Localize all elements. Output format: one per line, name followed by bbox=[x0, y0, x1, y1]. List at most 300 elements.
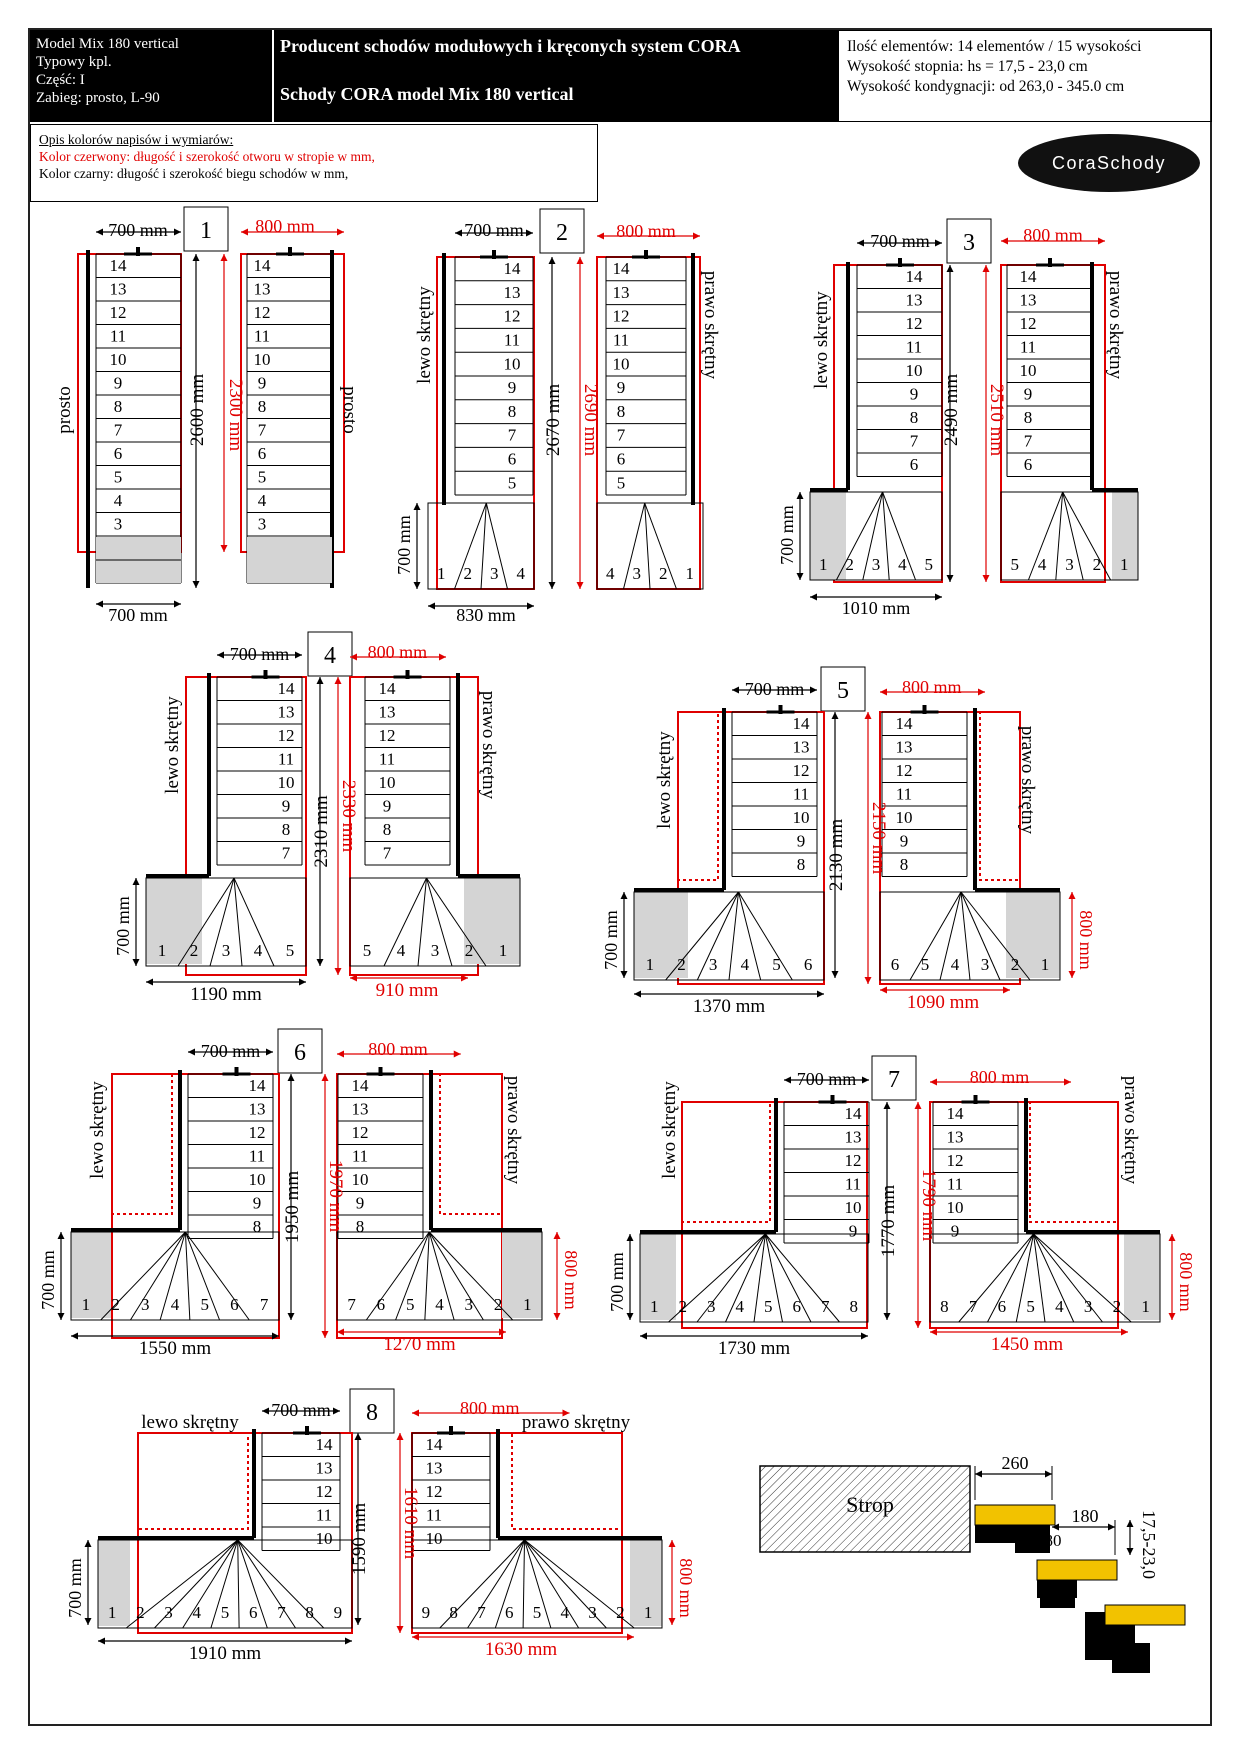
direction-label: prawo skrętny bbox=[503, 1075, 524, 1185]
arrow-head bbox=[930, 1329, 937, 1336]
step-number: 12 bbox=[248, 1122, 266, 1142]
step-number: 9 bbox=[333, 1603, 343, 1622]
dim-width-label: 800 mm bbox=[459, 1398, 520, 1418]
step-number: 7 bbox=[113, 420, 123, 440]
step-number: 14 bbox=[378, 678, 396, 698]
step-number: 6 bbox=[792, 1297, 801, 1316]
step-number: 4 bbox=[170, 1295, 180, 1314]
arrow-head bbox=[861, 1333, 868, 1340]
winder-line bbox=[883, 492, 890, 580]
step-number: 12 bbox=[503, 306, 521, 326]
step-number: 6 bbox=[504, 1603, 514, 1622]
step-number: 11 bbox=[315, 1505, 333, 1525]
step-number: 4 bbox=[192, 1603, 202, 1622]
step-number: 1 bbox=[81, 1295, 91, 1314]
arrow-head bbox=[693, 233, 700, 240]
tread-support bbox=[975, 1525, 1015, 1543]
opening-dotted bbox=[682, 1102, 770, 1222]
winder-line bbox=[238, 1540, 239, 1628]
arrow-head bbox=[337, 229, 344, 236]
variant-number: 4 bbox=[324, 643, 336, 669]
header-model-line: Zabieg: prosto, L-90 bbox=[36, 90, 160, 106]
dim-length-label: 1610 mm bbox=[400, 1486, 421, 1560]
arrow-head bbox=[355, 1433, 362, 1440]
step-number: 1 bbox=[523, 1295, 532, 1314]
step-number: 5 bbox=[532, 1603, 542, 1622]
step-number: 6 bbox=[997, 1297, 1007, 1316]
landing-fill bbox=[71, 1232, 111, 1318]
step-number: 7 bbox=[257, 420, 267, 440]
arrow-head bbox=[983, 575, 990, 582]
step-number: 11 bbox=[895, 784, 913, 804]
header-producer: Producent schodów modułowych i kręconych system CORA bbox=[280, 36, 741, 56]
dim-width-label: 700 mm bbox=[229, 644, 290, 664]
header-model-line: Typowy kpl. bbox=[36, 54, 112, 70]
step-number: 8 bbox=[616, 401, 626, 421]
direction-label: prawo skrętny bbox=[700, 270, 721, 380]
opening-outline bbox=[78, 254, 181, 552]
step-number: 8 bbox=[113, 396, 123, 416]
dim-260-label: 260 bbox=[1001, 1453, 1029, 1473]
dim-width-label: 800 mm bbox=[902, 677, 962, 697]
step-number: 10 bbox=[905, 360, 923, 380]
opening-dotted bbox=[138, 1433, 248, 1529]
dim-bottom-label: 910 mm bbox=[375, 980, 439, 1001]
arrow-head bbox=[832, 971, 839, 978]
header-spec-line: Wysokość stopnia: hs = 17,5 - 23,0 cm bbox=[847, 58, 1088, 75]
arrow-head bbox=[98, 1638, 105, 1645]
step-number: 3 bbox=[430, 941, 440, 960]
winder-line bbox=[961, 892, 970, 980]
dim-width-label: 700 mm bbox=[108, 220, 168, 240]
dim-landing-label: 700 mm bbox=[113, 896, 133, 956]
step-number: 2 bbox=[463, 564, 472, 583]
step-number: 12 bbox=[905, 313, 923, 333]
arrow-head bbox=[439, 654, 446, 661]
header-model-line: Część: I bbox=[36, 72, 85, 88]
arrow-head bbox=[58, 1232, 65, 1239]
step-number: 6 bbox=[909, 454, 919, 474]
opening-dotted bbox=[1030, 1102, 1118, 1222]
step-number: 3 bbox=[980, 955, 990, 974]
variant-number: 6 bbox=[294, 1040, 306, 1066]
arrow-head bbox=[1069, 892, 1076, 899]
arrow-head bbox=[174, 601, 181, 608]
step-number: 3 bbox=[113, 514, 123, 534]
arrow-head bbox=[797, 492, 804, 499]
step-number: 5 bbox=[616, 473, 626, 493]
step-number: 13 bbox=[109, 279, 127, 299]
step-number: 3 bbox=[490, 564, 499, 583]
logo-text: CoraSchody bbox=[1051, 152, 1167, 173]
step-number: 14 bbox=[425, 1434, 443, 1454]
step-number: 3 bbox=[871, 555, 881, 574]
step-number: 13 bbox=[612, 282, 630, 302]
dim-bottom-label: 1630 mm bbox=[484, 1639, 558, 1660]
arrow-head bbox=[640, 1333, 647, 1340]
step-number: 5 bbox=[113, 467, 123, 487]
dim-length-label: 1790 mm bbox=[918, 1168, 939, 1242]
dim-length-label: 1950 mm bbox=[282, 1170, 303, 1244]
dim-width-label: 800 mm bbox=[255, 216, 315, 236]
dim-landing-label: 700 mm bbox=[601, 910, 621, 970]
dim-length-label: 2490 mm bbox=[941, 373, 962, 447]
step-number: 10 bbox=[351, 1169, 369, 1189]
step-number: 10 bbox=[895, 807, 913, 827]
arrow-head bbox=[810, 687, 817, 694]
step-number: 13 bbox=[253, 279, 271, 299]
step-number: 13 bbox=[425, 1458, 443, 1478]
header-model-line: Model Mix 180 vertical bbox=[36, 36, 179, 52]
arrow-head bbox=[880, 689, 887, 696]
step-number: 4 bbox=[516, 564, 525, 583]
step-number: 4 bbox=[898, 555, 907, 574]
arrow-head bbox=[333, 1408, 340, 1415]
arrow-head bbox=[146, 979, 153, 986]
arrow-head bbox=[397, 1433, 404, 1440]
step-number: 6 bbox=[257, 443, 267, 463]
step-number: 9 bbox=[950, 1221, 960, 1241]
step-number: 5 bbox=[507, 473, 517, 493]
step-number: 9 bbox=[616, 378, 626, 398]
step-number: 7 bbox=[616, 425, 626, 445]
opening-dotted bbox=[980, 712, 1020, 880]
arrow-head bbox=[335, 677, 342, 684]
step-number: 11 bbox=[946, 1174, 964, 1194]
dim-bottom-label: 1090 mm bbox=[906, 992, 980, 1013]
step-number: 14 bbox=[503, 259, 521, 279]
step-number: 8 bbox=[449, 1603, 458, 1622]
step-number: 12 bbox=[844, 1150, 862, 1170]
step-number: 7 bbox=[507, 425, 517, 445]
step-number: 14 bbox=[612, 259, 630, 279]
step-number: 9 bbox=[899, 831, 909, 851]
arrow-head bbox=[1003, 987, 1010, 994]
step-number: 1 bbox=[1141, 1297, 1150, 1316]
dim-length-label: 2310 mm bbox=[311, 795, 332, 868]
winder-line bbox=[1056, 492, 1063, 580]
dim-width-label: 700 mm bbox=[796, 1069, 857, 1089]
step-number: 8 bbox=[849, 1297, 858, 1316]
step-number: 10 bbox=[612, 354, 630, 374]
direction-label: lewo skrętny bbox=[654, 731, 675, 829]
variant-number: 2 bbox=[556, 220, 568, 246]
step-number: 2 bbox=[464, 941, 474, 960]
arrow-head bbox=[669, 1618, 676, 1625]
arrow-head bbox=[554, 1313, 561, 1320]
arrow-head bbox=[1127, 1520, 1134, 1527]
variant-number: 7 bbox=[888, 1067, 900, 1093]
arrow-head bbox=[133, 959, 140, 966]
step-number: 2 bbox=[111, 1295, 120, 1314]
step-number: 10 bbox=[315, 1528, 333, 1548]
step-number: 7 bbox=[968, 1297, 978, 1316]
arrow-head bbox=[288, 1313, 295, 1320]
dim-landing-label: 700 mm bbox=[394, 515, 414, 575]
dim-length-label: 2130 mm bbox=[826, 818, 847, 892]
step-number: 8 bbox=[281, 819, 291, 839]
riser-block bbox=[1112, 1643, 1150, 1673]
arrow-head bbox=[71, 1333, 78, 1340]
direction-label: lewo skrętny bbox=[811, 291, 832, 389]
step-number: 1 bbox=[650, 1297, 659, 1316]
step-number: 12 bbox=[895, 760, 913, 780]
tread-support bbox=[1037, 1580, 1077, 1598]
arrow-head bbox=[397, 1626, 404, 1633]
tread bbox=[975, 1505, 1055, 1525]
step-number: 12 bbox=[946, 1150, 964, 1170]
arrow-head bbox=[915, 1321, 922, 1328]
step-number: 11 bbox=[425, 1505, 443, 1525]
winder-line bbox=[185, 1232, 249, 1320]
arrow-head bbox=[1169, 1313, 1176, 1320]
dim-length-label: 2150 mm bbox=[868, 801, 889, 875]
arrow-head bbox=[865, 977, 872, 984]
step-number: 10 bbox=[946, 1197, 964, 1217]
dim-length-label: 2330 mm bbox=[338, 779, 359, 853]
step-number: 10 bbox=[277, 772, 295, 792]
step-number: 5 bbox=[1026, 1297, 1035, 1316]
arrow-head bbox=[1045, 1471, 1052, 1478]
step-number: 11 bbox=[351, 1146, 369, 1166]
step-number: 7 bbox=[277, 1603, 286, 1622]
arrow-head bbox=[355, 1618, 362, 1625]
winder-line bbox=[697, 892, 738, 980]
step-number: 14 bbox=[253, 255, 271, 275]
step-number: 6 bbox=[248, 1603, 258, 1622]
step-number: 2 bbox=[1092, 555, 1102, 574]
step-number: 8 bbox=[305, 1603, 314, 1622]
arrow-head bbox=[454, 1051, 461, 1058]
dim-length-label: 2690 mm bbox=[580, 383, 601, 457]
step-number: 4 bbox=[606, 564, 615, 583]
step-number: 12 bbox=[425, 1481, 443, 1501]
arrow-head bbox=[1127, 1548, 1134, 1555]
arrow-head bbox=[414, 503, 421, 510]
step-number: 8 bbox=[355, 1216, 365, 1236]
step-number: 4 bbox=[1037, 555, 1047, 574]
variant-number: 3 bbox=[963, 230, 975, 256]
step-number: 14 bbox=[792, 713, 810, 733]
arrow-head bbox=[188, 1049, 195, 1056]
step-number: 3 bbox=[141, 1295, 150, 1314]
direction-label: prosto bbox=[54, 386, 75, 434]
step-number: 10 bbox=[253, 349, 271, 369]
step-number: 2 bbox=[616, 1603, 625, 1622]
arrow-head bbox=[577, 582, 584, 589]
step-number: 8 bbox=[940, 1297, 949, 1316]
arrow-head bbox=[732, 687, 739, 694]
arrow-head bbox=[1169, 1234, 1176, 1241]
step-number: 3 bbox=[164, 1603, 173, 1622]
arrow-head bbox=[174, 229, 181, 236]
step-number: 9 bbox=[252, 1193, 262, 1213]
step-number: 13 bbox=[503, 282, 521, 302]
winder-line bbox=[468, 1540, 525, 1628]
step-number: 9 bbox=[257, 373, 267, 393]
step-number: 13 bbox=[844, 1127, 862, 1147]
dim-depth-label: 800 mm bbox=[1176, 1252, 1196, 1312]
dim-width-label: 700 mm bbox=[271, 1400, 331, 1420]
step-number: 12 bbox=[792, 760, 810, 780]
step-number: 9 bbox=[1023, 384, 1033, 404]
step-number: 8 bbox=[507, 401, 517, 421]
arrow-head bbox=[915, 1102, 922, 1109]
dim-landing-label: 700 mm bbox=[607, 1252, 627, 1312]
direction-label: lewo skrętny bbox=[162, 696, 183, 794]
step-number: 9 bbox=[355, 1193, 365, 1213]
step-number: 7 bbox=[477, 1603, 486, 1622]
dim-width-label: 700 mm bbox=[744, 679, 805, 699]
step-number: 13 bbox=[895, 737, 913, 757]
arrow-head bbox=[345, 1638, 352, 1645]
dim-bottom-label: 1010 mm bbox=[841, 598, 911, 618]
step-number: 11 bbox=[612, 330, 630, 350]
step-number: 3 bbox=[1065, 555, 1074, 574]
arrow-head bbox=[526, 230, 533, 237]
arrow-head bbox=[627, 1313, 634, 1320]
step-number: 14 bbox=[946, 1103, 964, 1123]
step-number: 14 bbox=[351, 1075, 369, 1095]
step-number: 2 bbox=[845, 555, 854, 574]
step-number: 9 bbox=[382, 796, 392, 816]
arrow-head bbox=[810, 594, 817, 601]
step-number: 8 bbox=[796, 854, 806, 874]
step-number: 5 bbox=[920, 955, 930, 974]
arrow-head bbox=[621, 971, 628, 978]
winder-line bbox=[418, 878, 427, 966]
dim-width-label: 800 mm bbox=[1023, 225, 1083, 245]
direction-label: prawo skrętny bbox=[521, 1412, 631, 1433]
step-number: 2 bbox=[677, 955, 686, 974]
arrow-head bbox=[266, 1049, 273, 1056]
arrow-head bbox=[96, 601, 103, 608]
step-number: 12 bbox=[612, 306, 630, 326]
step-number: 13 bbox=[248, 1099, 266, 1119]
arrow-head bbox=[337, 1329, 344, 1336]
winder-line bbox=[523, 1540, 524, 1628]
step-number: 11 bbox=[905, 337, 923, 357]
arrow-head bbox=[295, 652, 302, 659]
dim-length-label: 1770 mm bbox=[878, 1184, 899, 1258]
step-number: 4 bbox=[1055, 1297, 1064, 1316]
direction-label: prosto bbox=[339, 386, 360, 434]
step-number: 5 bbox=[257, 467, 267, 487]
step-number: 3 bbox=[708, 955, 718, 974]
dim-bottom-label: 1730 mm bbox=[717, 1338, 791, 1359]
step-number: 13 bbox=[351, 1099, 369, 1119]
arrow-head bbox=[317, 959, 324, 966]
step-number: 13 bbox=[792, 737, 810, 757]
dim-width-label: 800 mm bbox=[616, 221, 676, 241]
arrow-head bbox=[634, 991, 641, 998]
dim-length-label: 2670 mm bbox=[543, 383, 564, 457]
step-number: 9 bbox=[421, 1603, 431, 1622]
direction-label: lewo skrętny bbox=[659, 1081, 680, 1179]
arrow-head bbox=[96, 229, 103, 236]
step-number: 2 bbox=[659, 564, 668, 583]
arrow-head bbox=[1001, 238, 1008, 245]
step-number: 4 bbox=[740, 955, 750, 974]
step-number: 14 bbox=[905, 266, 923, 286]
step-number: 7 bbox=[259, 1295, 269, 1314]
arrow-head bbox=[1121, 1329, 1128, 1336]
arrow-head bbox=[262, 1408, 269, 1415]
step-number: 1 bbox=[107, 1603, 117, 1622]
direction-label: lewo skrętny bbox=[141, 1412, 239, 1433]
step-number: 12 bbox=[351, 1122, 369, 1142]
arrow-head bbox=[1108, 1524, 1115, 1531]
step-number: 9 bbox=[507, 378, 517, 398]
step-number: 12 bbox=[315, 1481, 333, 1501]
arrow-head bbox=[832, 712, 839, 719]
step-number: 11 bbox=[109, 326, 127, 346]
arrow-head bbox=[978, 689, 985, 696]
step-number: 14 bbox=[844, 1103, 862, 1123]
arrow-head bbox=[1064, 1079, 1071, 1086]
arrow-head bbox=[1098, 238, 1105, 245]
arrow-head bbox=[527, 603, 534, 610]
opening-outline bbox=[241, 254, 344, 552]
variant-number: 5 bbox=[837, 678, 849, 704]
direction-label: prawo skrętny bbox=[478, 690, 499, 800]
step-number: 9 bbox=[909, 384, 919, 404]
step-number: 2 bbox=[493, 1295, 503, 1314]
arrow-head bbox=[627, 1234, 634, 1241]
step-number: 3 bbox=[588, 1603, 597, 1622]
step-number: 9 bbox=[796, 831, 806, 851]
arrow-head bbox=[299, 979, 306, 986]
step-number: 11 bbox=[1019, 337, 1037, 357]
dim-length-label: 1970 mm bbox=[325, 1159, 346, 1233]
step-number: 3 bbox=[1083, 1297, 1093, 1316]
landing-fill bbox=[247, 537, 332, 583]
step-number: 7 bbox=[382, 843, 392, 863]
direction-label: lewo skrętny bbox=[87, 1081, 108, 1179]
arrow-head bbox=[621, 892, 628, 899]
arrow-head bbox=[428, 603, 435, 610]
header-spec-line: Wysokość kondygnacji: od 263,0 - 345.0 cm bbox=[847, 78, 1125, 95]
arrow-head bbox=[317, 677, 324, 684]
direction-label: lewo skrętny bbox=[414, 286, 435, 384]
opening-dotted bbox=[678, 712, 718, 880]
dim-bottom-label: 1910 mm bbox=[188, 1643, 262, 1664]
step-number: 5 bbox=[285, 941, 295, 960]
winder-line bbox=[384, 878, 427, 966]
dim-depth-label: 800 mm bbox=[676, 1558, 696, 1618]
arrow-head bbox=[85, 1618, 92, 1625]
dim-width-label: 800 mm bbox=[368, 1039, 428, 1059]
arrow-head bbox=[133, 878, 140, 885]
landing-fill bbox=[502, 1232, 542, 1318]
arrow-head bbox=[862, 1077, 869, 1084]
tread-support bbox=[1105, 1625, 1135, 1643]
opening-dotted bbox=[112, 1074, 172, 1214]
arrow-head bbox=[217, 652, 224, 659]
step-number: 5 bbox=[772, 955, 781, 974]
step-number: 11 bbox=[503, 330, 521, 350]
opening-outline bbox=[1001, 265, 1105, 582]
direction-label: prawo skrętny bbox=[1120, 1075, 1141, 1185]
step-number: 14 bbox=[1019, 266, 1037, 286]
arrow-head bbox=[322, 1331, 329, 1338]
step-number: 9 bbox=[113, 373, 123, 393]
step-number: 3 bbox=[221, 941, 231, 960]
step-number: 4 bbox=[396, 941, 406, 960]
step-number: 8 bbox=[899, 854, 909, 874]
step-number: 4 bbox=[950, 955, 960, 974]
step-number: 2 bbox=[136, 1603, 145, 1622]
